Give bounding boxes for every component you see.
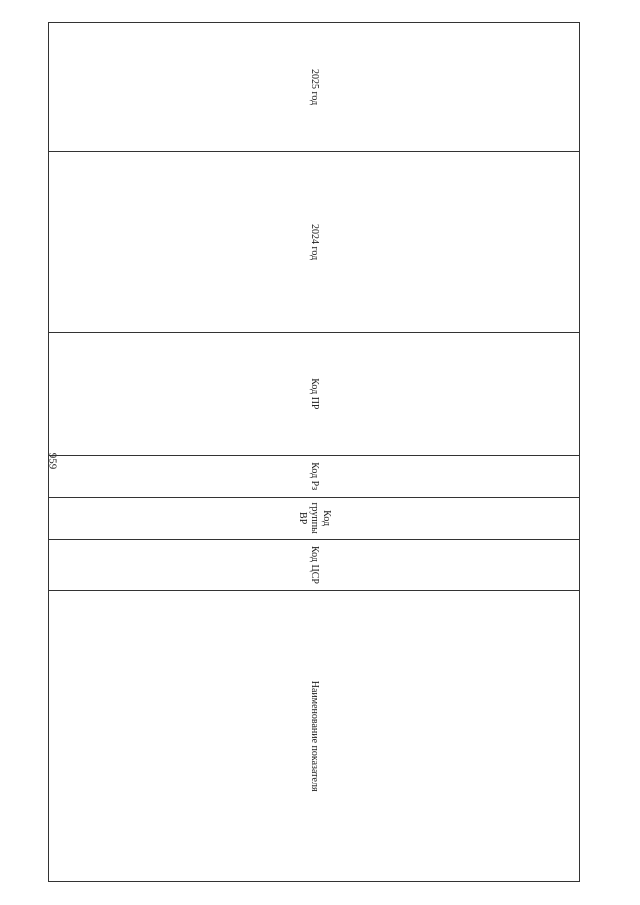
header-2024: 2024 год (49, 152, 580, 333)
budget-table (48, 22, 580, 882)
header-rz: Код Рз (49, 455, 580, 497)
header-pr: Код ПР (49, 333, 580, 456)
header-name: Наименование показателя (49, 591, 580, 882)
rotated-page (48, 22, 580, 882)
header-vr: Код группы ВР (49, 497, 580, 539)
header-row (49, 23, 580, 882)
header-csr: Код ЦСР (49, 539, 580, 591)
page-number: 959 (46, 452, 59, 470)
header-2025: 2025 год (49, 23, 580, 152)
